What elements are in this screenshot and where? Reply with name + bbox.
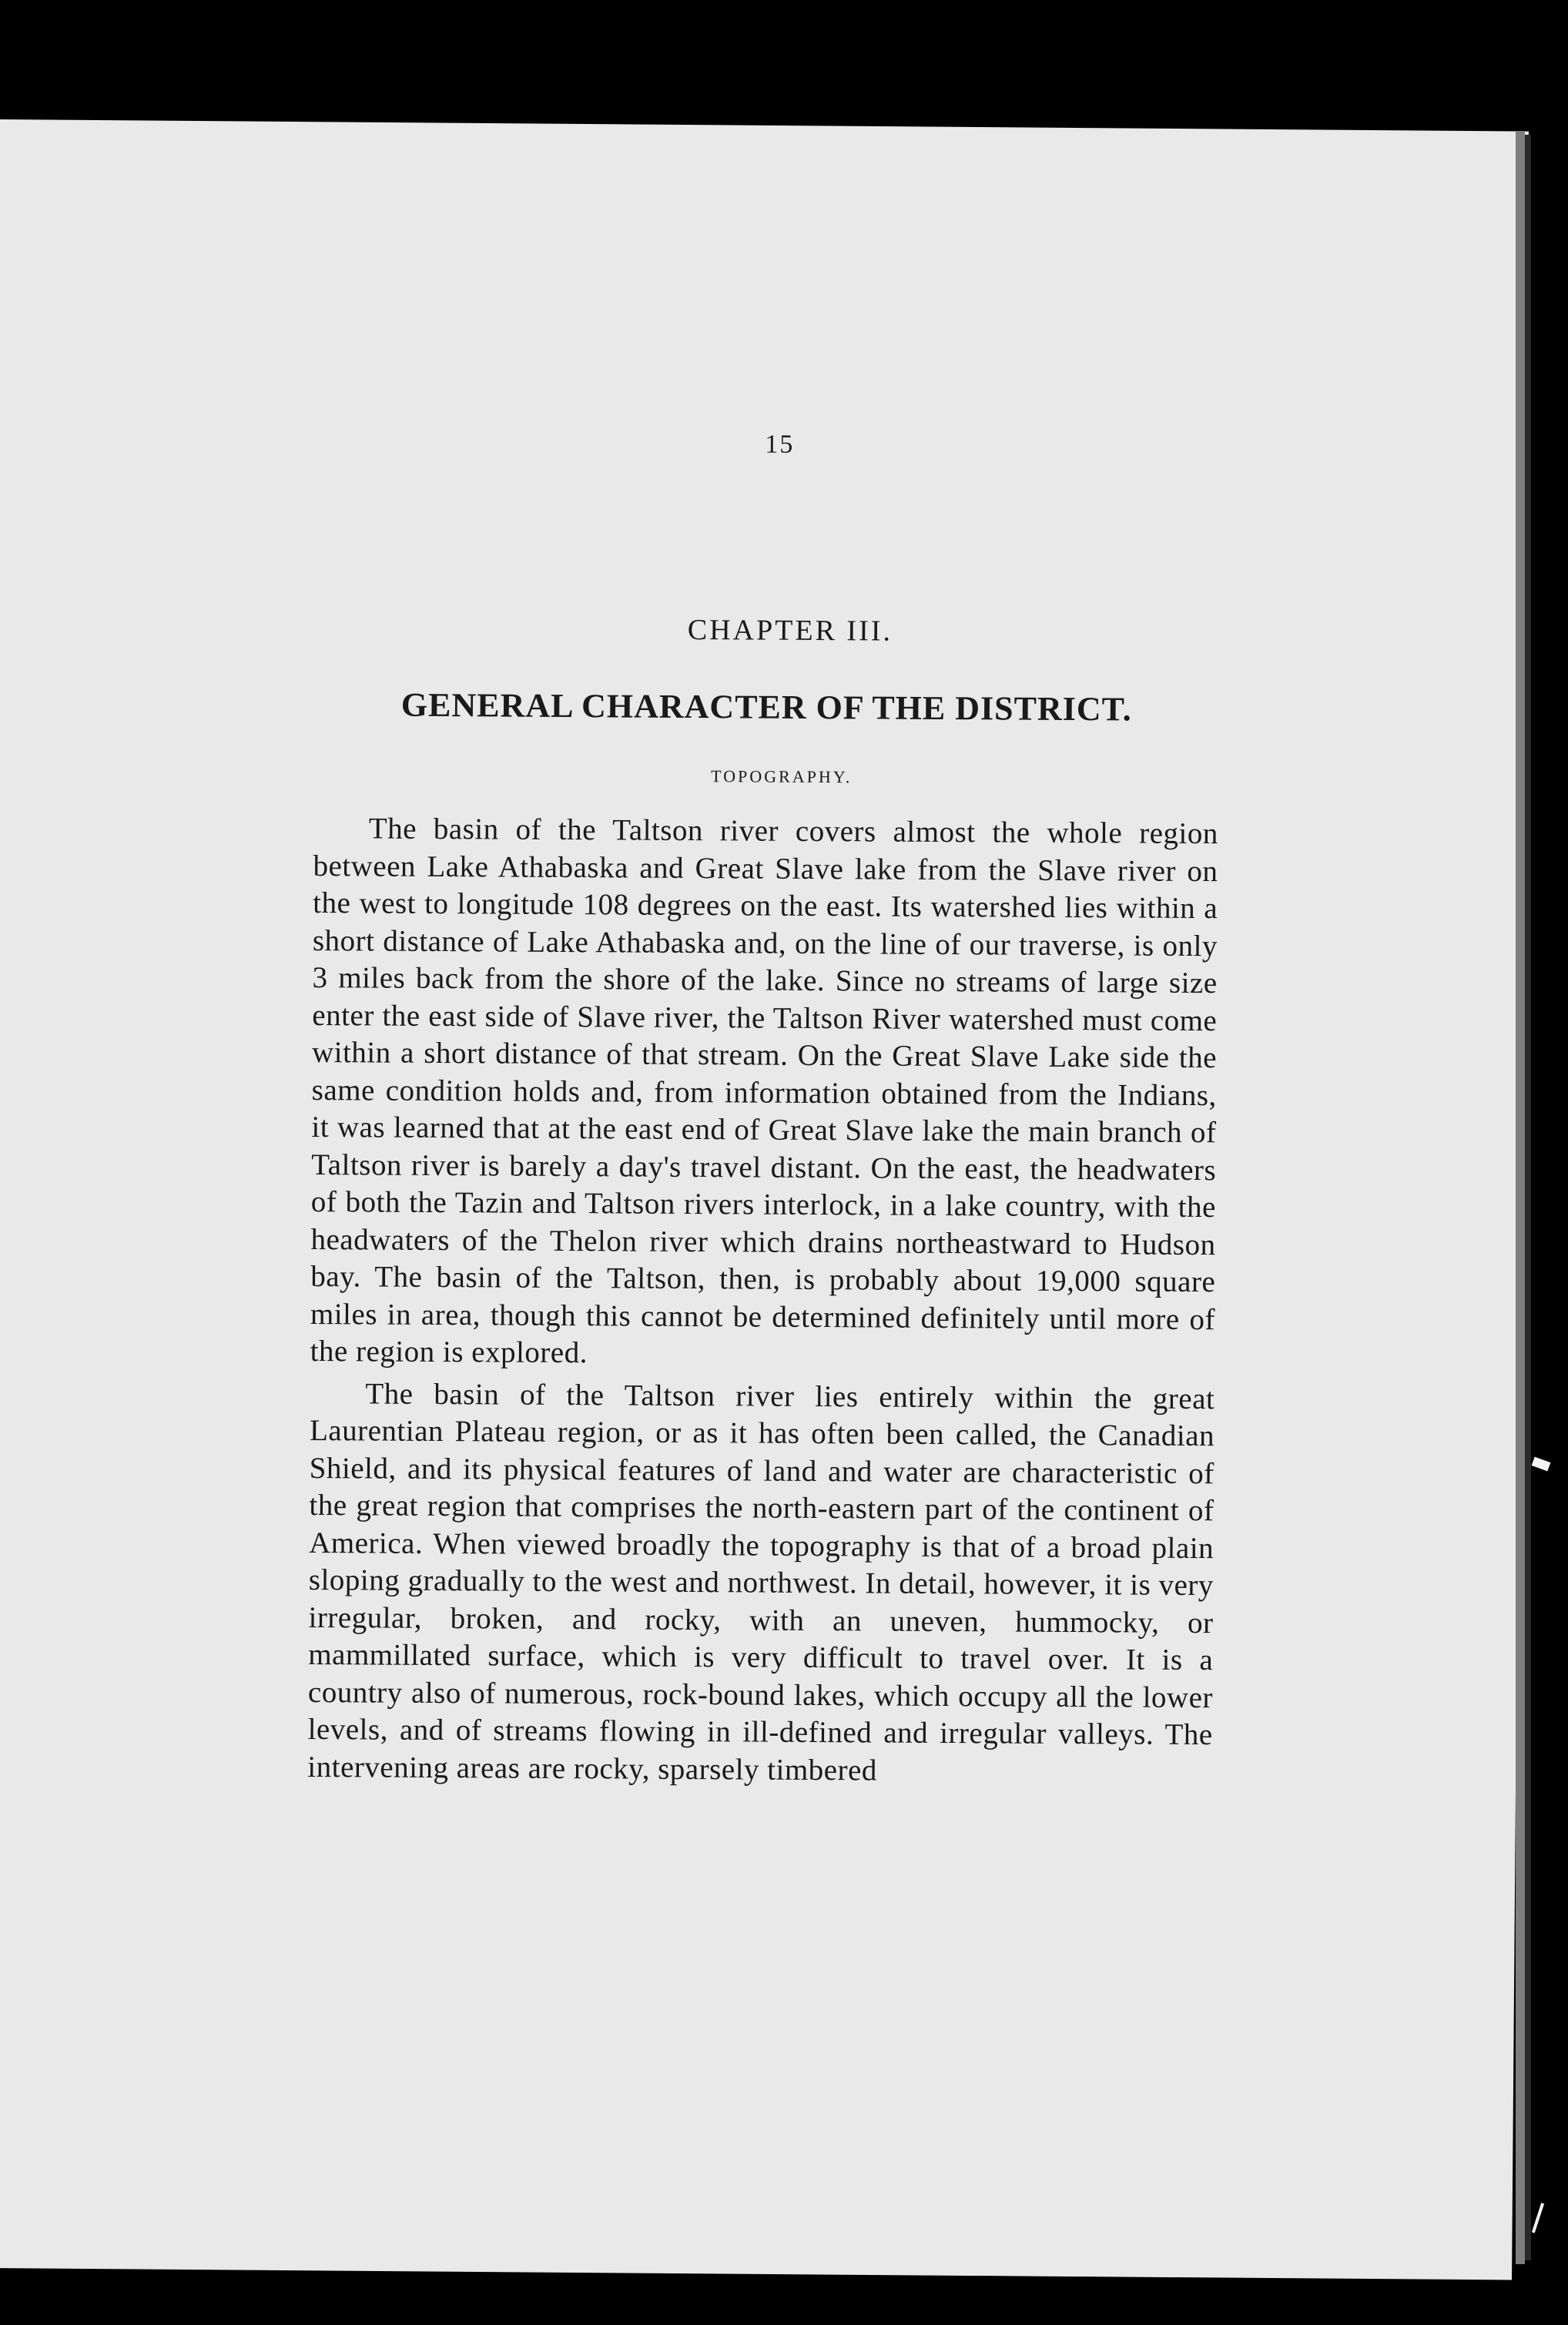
scan-artifact [1532, 2203, 1544, 2233]
page-edge-shadow [1525, 135, 1531, 2260]
page-content [307, 427, 1221, 1791]
section-title: GENERAL CHARACTER OF THE DISTRICT. [400, 685, 1132, 729]
page-number: 15 [765, 430, 795, 459]
subsection-heading: TOPOGRAPHY. [711, 766, 853, 787]
body-paragraph: The basin of the Taltson river covers almost the whole region between Lake Athabaska and Great Slave lake from the Slave river on the west to longitude 108 degrees on the east. Its watershed lies within a short distance of Lake Athabaska and, on the line of our traverse, is only 3 miles back from the shore of the lake. Since no streams of large size enter the east side of Slave river, the Taltson River watershed must come within a short distance of that stream. On the Great Slave Lake side the same condition holds and, from information obtained from the Indians, it was learned that at the east end of Great Slave lake the main branch of Taltson river is barely a day's travel distant. On the east, the headwaters of both the Tazin and Taltson rivers interlock, in a lake country, with the headwaters of the Thelon river which drains northeastward to Hudson bay. The basin of the Taltson, then, is probably about 19,000 square miles in area, though this cannot be determined definitely until more of the region is explored. [310, 812, 1218, 1370]
body-paragraph: The basin of the Taltson river lies entirely within the great Laurentian Plateau region, or as it has often been called, the Canadian Shield, and its physical features of land and water are characteristic of the great region that comprises the north-eastern part of the continent of America. When viewed broadly the topography is that of a broad plain sloping gradually to the west and northwest. In detail, however, it is very irregular, broken, and rocky, with an uneven, hummocky, or mammillated surface, which is very difficult to travel over. It is a country also of numerous, rock-bound lakes, which occupy all the lower levels, and of streams flowing in ill-defined and irregular valleys. The intervening areas are rocky, sparsely timbered [307, 1376, 1215, 1787]
page-edge [1516, 131, 1525, 2264]
scan-artifact [1532, 1457, 1551, 1472]
chapter-heading: CHAPTER III. [687, 613, 893, 648]
